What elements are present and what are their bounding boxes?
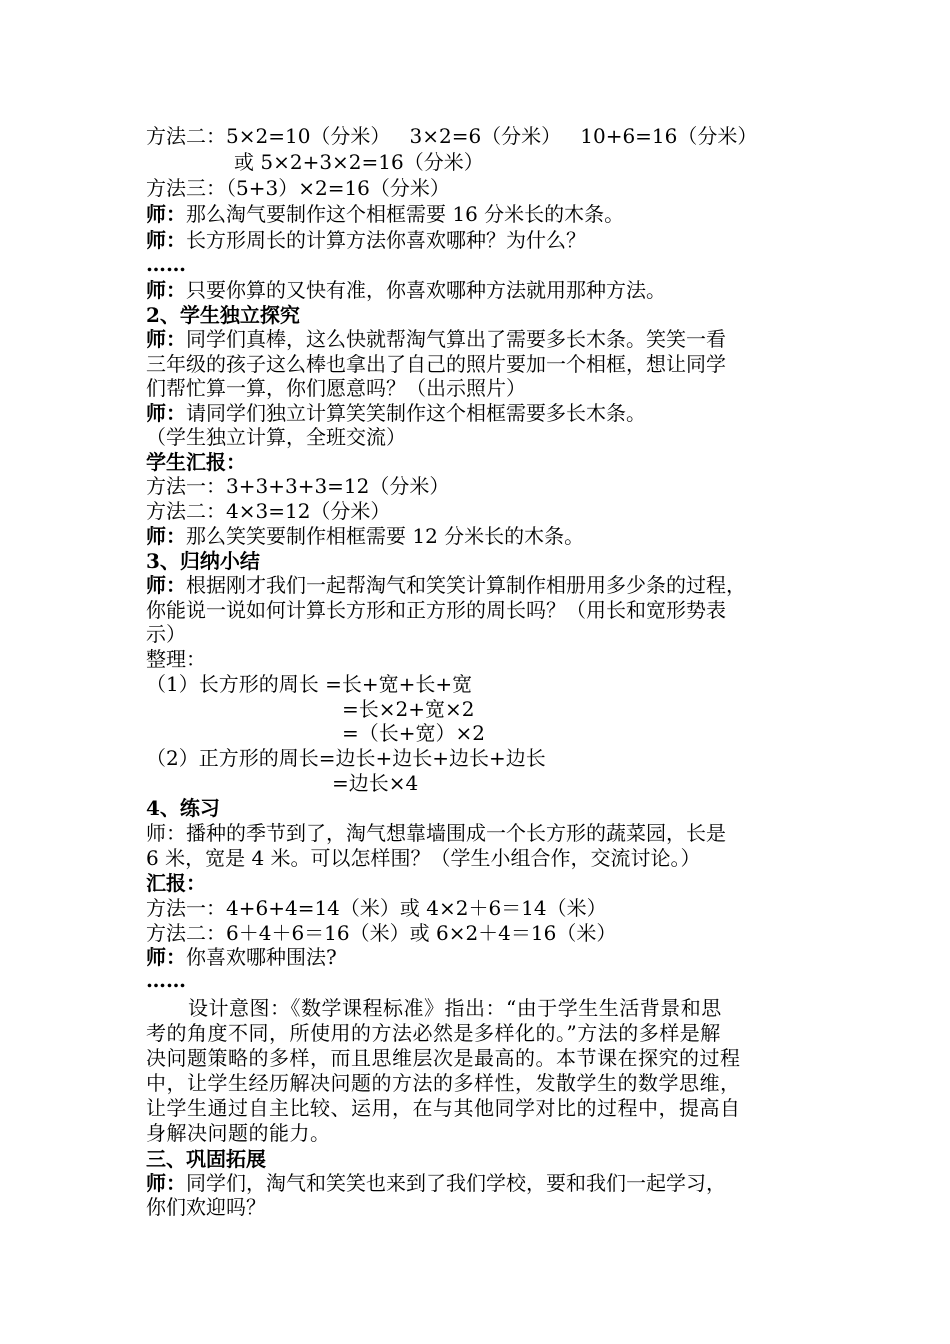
teacher-text: 那么笑笑要制作相框需要 12 分米长的木条。 <box>186 524 585 548</box>
formula-line: =（长+宽）×2 <box>342 721 485 745</box>
section-heading: 三、巩固拓展 <box>146 1147 266 1171</box>
speaker-label: 师： <box>146 327 186 351</box>
speaker-label: 师： <box>146 278 186 302</box>
teacher-line <box>146 400 646 426</box>
teacher-text: 根据刚才我们一起帮淘气和笑笑计算制作相册用多少条的过程， <box>186 573 746 597</box>
method-line: 方法一：4+6+4=14（米）或 4×2＋6＝14（米） <box>146 896 607 920</box>
section-heading: 2、学生独立探究 <box>146 303 300 327</box>
teacher-line <box>146 201 624 227</box>
note-line: （学生独立计算，全班交流） <box>146 425 406 449</box>
teacher-text: 同学们，淘气和笑笑也来到了我们学校，要和我们一起学习， <box>186 1171 726 1195</box>
teacher-text: 只要你算的又快有准，你喜欢哪种方法就用那种方法。 <box>186 278 666 302</box>
teacher-line <box>146 227 586 253</box>
speaker-label: 师： <box>146 401 186 425</box>
teacher-text: 那么淘气要制作这个相框需要 16 分米长的木条。 <box>186 202 625 226</box>
paragraph-line: 师：播种的季节到了，淘气想靠墙围成一个长方形的蔬菜园，长是 <box>146 821 726 845</box>
method-line: 方法二：4×3=12（分米） <box>146 499 391 523</box>
formula-line: =边长×4 <box>332 771 419 795</box>
subheading: 学生汇报： <box>146 450 246 474</box>
design-intent-line: 身解决问题的能力。 <box>146 1121 331 1145</box>
paragraph-line: 你能说一说如何计算长方形和正方形的周长吗？（用长和宽形势表 <box>146 598 726 622</box>
formula-line: =长×2+宽×2 <box>342 697 475 721</box>
design-intent-line: 设计意图：《数学课程标准》指出：“由于学生生活背景和思 <box>188 996 722 1020</box>
ellipsis: …… <box>146 252 186 276</box>
paragraph-line: 6 米，宽是 4 米。可以怎样围？（学生小组合作，交流讨论。） <box>146 846 701 870</box>
teacher-line <box>146 326 726 352</box>
teacher-line <box>146 572 746 598</box>
teacher-line <box>146 523 584 549</box>
paragraph-line: 们帮忙算一算，你们愿意吗？（出示照片） <box>146 376 526 400</box>
paragraph-line: 你们欢迎吗？ <box>146 1195 266 1219</box>
subheading: 汇报： <box>146 871 206 895</box>
speaker-label: 师： <box>146 524 186 548</box>
section-heading: 4、练习 <box>146 796 220 820</box>
summary-label: 整理： <box>146 647 206 671</box>
speaker-label: 师： <box>146 1171 186 1195</box>
teacher-text: 请同学们独立计算笑笑制作这个相框需要多长木条。 <box>186 401 646 425</box>
section-heading: 3、归纳小结 <box>146 549 260 573</box>
paragraph-line: 三年级的孩子这么棒也拿出了自己的照片要加一个相框，想让同学 <box>146 352 726 376</box>
teacher-line <box>146 277 666 303</box>
formula-line: （1）长方形的周长 =长+宽+长+宽 <box>146 672 473 696</box>
ellipsis: …… <box>146 968 186 992</box>
teacher-text: 你喜欢哪种围法? <box>186 945 337 969</box>
speaker-label: 师： <box>146 573 186 597</box>
design-intent-line: 中，让学生经历解决问题的方法的多样性，发散学生的数学思维， <box>146 1071 741 1095</box>
method-3-line: 方法三：（5+3）×2=16（分米） <box>146 176 450 200</box>
teacher-line <box>146 1170 726 1196</box>
method-line: 方法一：3+3+3+3=12（分米） <box>146 474 450 498</box>
paragraph-line: 示） <box>146 622 186 646</box>
method-2-line: 方法二：5×2=10（分米） 3×2=6（分米） 10+6=16（分米） <box>146 124 758 148</box>
speaker-label: 师： <box>146 945 186 969</box>
teacher-text: 长方形周长的计算方法你喜欢哪种？为什么？ <box>186 228 586 252</box>
formula-line: （2）正方形的周长=边长+边长+边长+边长 <box>146 746 546 770</box>
method-2-alt-line: 或 5×2+3×2=16（分米） <box>234 150 484 174</box>
teacher-text: 同学们真棒，这么快就帮淘气算出了需要多长木条。笑笑一看 <box>186 327 726 351</box>
method-line: 方法二：6＋4＋6＝16（米）或 6×2＋4＝16（米） <box>146 921 617 945</box>
design-intent-line: 让学生通过自主比较、运用，在与其他同学对比的过程中，提高自 <box>146 1096 741 1120</box>
speaker-label: 师： <box>146 228 186 252</box>
design-intent-line: 考的角度不同，所使用的方法必然是多样化的。”方法的多样是解 <box>146 1021 721 1045</box>
speaker-label: 师： <box>146 202 186 226</box>
design-intent-line: 决问题策略的多样，而且思维层次是最高的。本节课在探究的过程 <box>146 1046 741 1070</box>
